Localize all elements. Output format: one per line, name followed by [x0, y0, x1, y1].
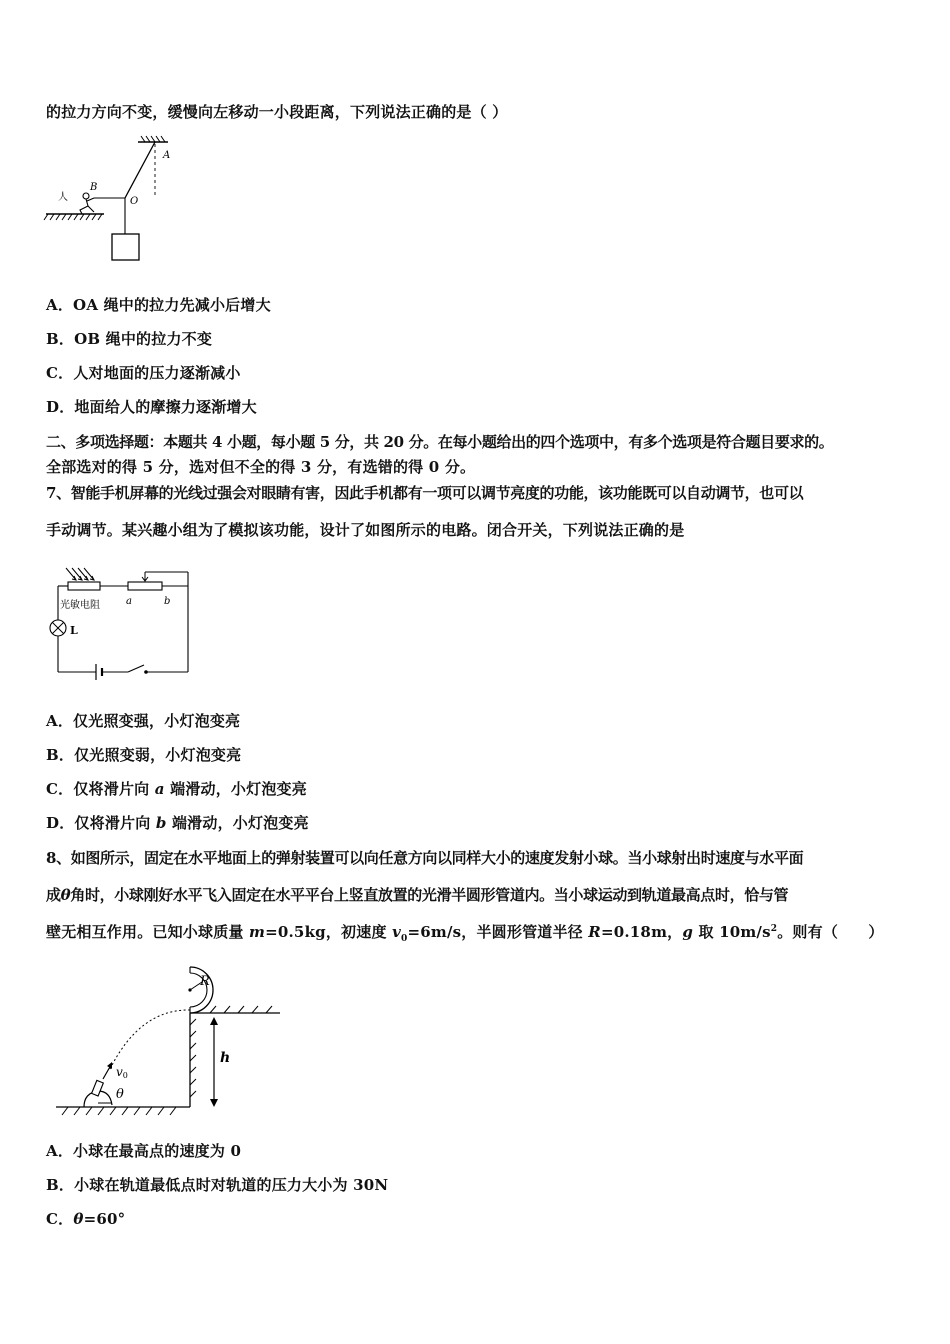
q7-option-b[interactable]: B．仅光照变弱，小灯泡变亮 — [46, 746, 242, 764]
label-a: a — [126, 596, 132, 607]
q7-circuit-figure — [48, 562, 198, 690]
label-B: B — [90, 182, 98, 193]
switch — [128, 665, 144, 672]
q7-option-d[interactable]: D．仅将滑片向 b 端滑动，小灯泡变亮 — [46, 814, 309, 832]
person-figure — [80, 193, 94, 214]
q6-option-d[interactable]: D．地面给人的摩擦力逐渐增大 — [46, 398, 257, 416]
q8-option-c[interactable]: C．θ=60° — [46, 1210, 126, 1228]
q6-option-a[interactable]: A．OA 绳中的拉力先减小后增大 — [46, 296, 271, 314]
q7-option-c[interactable]: C．仅将滑片向 a 端滑动，小灯泡变亮 — [46, 780, 307, 798]
q6-stem: 的拉力方向不变，缓慢向左移动一小段距离，下列说法正确的是（ ） — [46, 103, 508, 121]
ldr-resistor — [68, 582, 100, 590]
q6-figure — [42, 134, 192, 264]
section2-line2: 全部选对的得 5 分，选对但不全的得 3 分，有选错的得 0 分。 — [46, 458, 476, 476]
q8-stem-line3: 壁无相互作用。已知小球质量 m=0.5kg，初速度 $v_0=6m/s$，半圆形管道半径 R=0.18m，g 取 $10m/s^2$。则有（ ） — [46, 923, 884, 944]
q7-stem-line2: 手动调节。某兴趣小组为了模拟该功能，设计了如图所示的电路。闭合开关，下列说法正确的是 — [46, 521, 685, 539]
q8-option-a[interactable]: A．小球在最高点的速度为 0 — [46, 1142, 242, 1160]
label-h: h — [220, 1050, 231, 1066]
q6-option-b[interactable]: B．OB 绳中的拉力不变 — [46, 330, 213, 348]
q8-option-b[interactable]: B．小球在轨道最低点时对轨道的压力大小为 30N — [46, 1176, 389, 1194]
label-b: b — [164, 596, 171, 607]
label-L: L — [70, 624, 78, 637]
q7-option-a[interactable]: A．仅光照变强，小灯泡变亮 — [46, 712, 241, 730]
label-O: O — [130, 196, 139, 207]
rheostat — [128, 582, 162, 590]
label-theta: θ — [116, 1087, 124, 1102]
q7-stem-line1: 7、智能手机屏幕的光线过强会对眼睛有害，因此手机都有一项可以调节亮度的功能，该功能既可以自动调节，也可以 — [46, 484, 804, 502]
q8-stem-line2: 成θ角时，小球刚好水平飞入固定在水平平台上竖直放置的光滑半圆形管道内。当小球运动到轨道最高点时，恰与管 — [46, 886, 789, 904]
q6-option-c[interactable]: C．人对地面的压力逐渐减小 — [46, 364, 241, 382]
q8-stem-line1: 8、如图所示，固定在水平地面上的弹射装置可以向任意方向以同样大小的速度发射小球。当小球射出时速度与水平面 — [46, 849, 804, 867]
section2-line1: 二、多项选择题：本题共 4 小题，每小题 5 分，共 20 分。在每小题给出的四个选项中，有多个选项是符合题目要求的。 — [46, 433, 834, 451]
label-ldr: 光敏电阻 — [60, 600, 100, 611]
label-v0: v0 — [116, 1065, 128, 1080]
q8-figure — [48, 955, 288, 1125]
label-R: R — [200, 974, 210, 989]
trajectory — [110, 1010, 190, 1069]
label-A: A — [163, 150, 171, 161]
label-person: 人 — [58, 192, 68, 203]
